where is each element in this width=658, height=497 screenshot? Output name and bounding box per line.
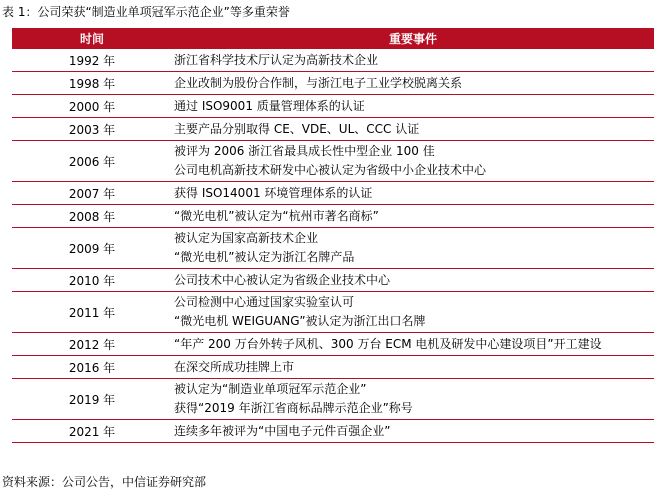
table-row xyxy=(12,292,654,333)
table-row xyxy=(12,72,654,95)
table-row xyxy=(12,118,654,141)
row-events xyxy=(172,49,654,71)
event-line: 公司技术中心被认定为省级企业技术中心 xyxy=(174,272,391,287)
event-line: “微光电机”被认定为浙江名牌产品 xyxy=(174,250,355,264)
row-year: 2019 年 xyxy=(68,392,116,407)
table-row xyxy=(12,420,654,443)
row-year: 2007 年 xyxy=(68,186,116,201)
header-events: 重要事件 xyxy=(388,32,437,46)
row-events xyxy=(172,141,654,181)
row-events xyxy=(172,72,654,94)
event-line: 浙江省科学技术厅认定为高新技术企业 xyxy=(174,52,379,67)
table-row xyxy=(12,141,654,182)
row-events xyxy=(172,205,654,227)
row-year: 2009 年 xyxy=(68,241,116,256)
row-events xyxy=(172,228,654,268)
table-row xyxy=(12,49,654,72)
event-line: 被评为 2006 浙江省最具成长性中型企业 100 佳 xyxy=(174,144,435,158)
event-line: “微光电机”被认定为“杭州市著名商标” xyxy=(174,208,379,223)
table-caption: 表 1：公司荣获“制造业单项冠军示范企业”等多重荣誉 xyxy=(2,5,290,19)
table-row xyxy=(12,205,654,228)
event-line: 被认定为“制造业单项冠军示范企业” xyxy=(174,382,367,396)
row-year: 2012 年 xyxy=(68,337,116,352)
table-row xyxy=(12,379,654,420)
honors-table xyxy=(12,28,654,443)
table-row xyxy=(12,228,654,269)
row-year: 2021 年 xyxy=(68,424,116,439)
table-header xyxy=(12,28,654,49)
row-events xyxy=(172,118,654,140)
event-line: 在深交所成功挂牌上市 xyxy=(174,359,295,374)
event-line: 获得 ISO14001 环境管理体系的认证 xyxy=(174,185,373,200)
event-line: 企业改制为股份合作制，与浙江电子工业学校脱离关系 xyxy=(174,75,463,90)
row-events xyxy=(172,292,654,332)
table-row xyxy=(12,95,654,118)
event-line: 公司检测中心通过国家实验室认可 xyxy=(174,295,355,309)
event-line: 主要产品分别取得 CE、VDE、UL、CCC 认证 xyxy=(174,121,420,136)
event-line: 被认定为国家高新技术企业 xyxy=(174,231,319,245)
row-year: 1992 年 xyxy=(68,53,116,68)
row-events xyxy=(172,182,654,204)
row-events xyxy=(172,95,654,117)
table-row xyxy=(12,182,654,205)
row-year: 2016 年 xyxy=(68,360,116,375)
event-line: 通过 ISO9001 质量管理体系的认证 xyxy=(174,98,365,113)
table-row xyxy=(12,333,654,356)
row-events xyxy=(172,269,654,291)
row-events xyxy=(172,356,654,378)
row-events xyxy=(172,420,654,442)
row-year: 2006 年 xyxy=(68,154,116,169)
row-year: 2010 年 xyxy=(68,273,116,288)
event-line: “年产 200 万台外转子风机、300 万台 ECM 电机及研发中心建设项目”开工建设 xyxy=(174,336,602,351)
row-events xyxy=(172,379,654,419)
row-year: 2011 年 xyxy=(68,305,116,320)
event-line: 连续多年被评为“中国电子元件百强企业” xyxy=(174,423,391,438)
table-row xyxy=(12,269,654,292)
source-note: 资料来源：公司公告，中信证券研究部 xyxy=(2,475,207,489)
row-year: 2003 年 xyxy=(68,122,116,137)
event-line: 获得“2019 年浙江省商标品牌示范企业”称号 xyxy=(174,401,413,415)
event-line: 公司电机高新技术研发中心被认定为省级中小企业技术中心 xyxy=(174,163,487,177)
row-year: 2000 年 xyxy=(68,99,116,114)
row-year: 2008 年 xyxy=(68,209,116,224)
event-line: “微光电机 WEIGUANG”被认定为浙江出口名牌 xyxy=(174,314,426,328)
header-time: 时间 xyxy=(79,32,104,46)
row-year: 1998 年 xyxy=(68,76,116,91)
table-row xyxy=(12,356,654,379)
row-events xyxy=(172,333,654,355)
